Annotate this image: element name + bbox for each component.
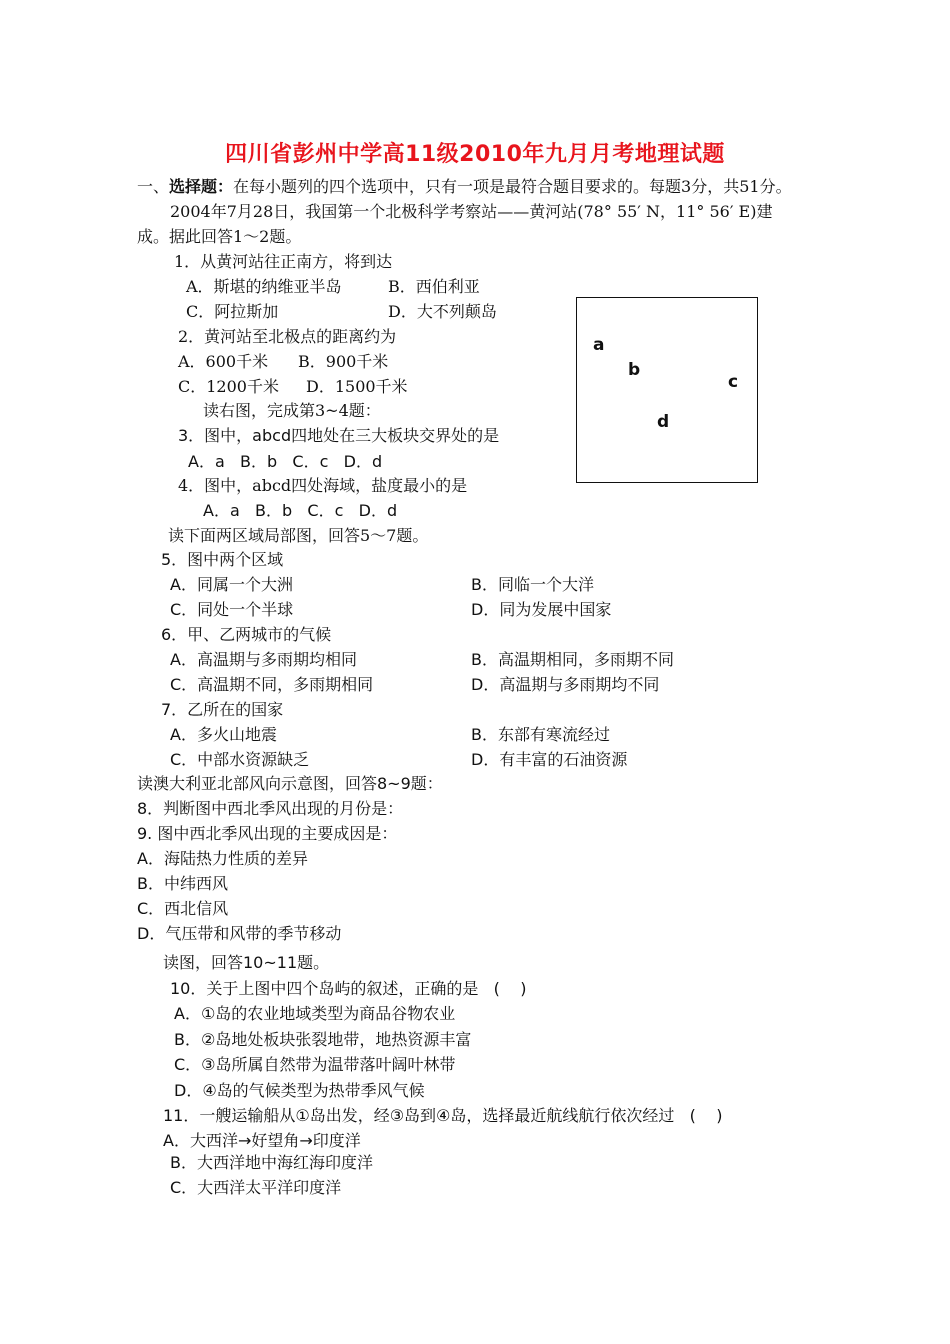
intro-10-11: 读图，回答10~11题。 [163, 953, 330, 972]
q6-option-d: D．高温期与多雨期均不同 [471, 675, 660, 694]
q3-stem: 3．图中，abcd四地处在三大板块交界处的是 [178, 426, 500, 445]
q5-option-a: A．同属一个大洲 [170, 575, 293, 594]
q6-option-b: B．高温期相同，多雨期不同 [471, 650, 674, 669]
map-label-a: a [593, 335, 605, 355]
q7-option-b: B．东部有寒流经过 [471, 725, 610, 744]
section-label: 选择题： [169, 177, 234, 196]
q6-option-a: A．高温期与多雨期均相同 [170, 650, 357, 669]
q2-option-b: B．900千米 [298, 352, 389, 371]
q4-options: A．a B．b C．c D．d [203, 501, 398, 520]
intro-5-7: 读下面两区域局部图，回答5～7题。 [168, 526, 429, 545]
q6-stem: 6．甲、乙两城市的气候 [161, 625, 332, 644]
page-title: 四川省彭州中学高11级2010年九月月考地理试题 [225, 142, 725, 167]
q1-option-a: A．斯堪的纳维亚半岛 [186, 277, 342, 296]
q1-option-b: B．西伯利亚 [388, 277, 480, 296]
q5-option-d: D．同为发展中国家 [471, 600, 612, 619]
map-label-d: d [657, 412, 670, 432]
q7-option-a: A．多火山地震 [170, 725, 277, 744]
intro-1-2-line2: 成。据此回答1～2题。 [137, 227, 302, 246]
q9-stem: 9. 图中西北季风出现的主要成因是： [137, 824, 398, 843]
section-instruction: 在每小题列的四个选项中，只有一项是最符合题目要求的。每题3分，共51分。 [233, 177, 792, 196]
q2-option-a: A．600千米 [178, 352, 269, 371]
q1-option-c: C．阿拉斯加 [186, 302, 279, 321]
plate-map-figure [576, 297, 758, 483]
q2-option-d: D．1500千米 [306, 377, 408, 396]
q10-option-d: D．④岛的气候类型为热带季风气候 [174, 1081, 425, 1100]
q11-stem: 11．一艘运输船从①岛出发，经③岛到④岛，选择最近航线航行依次经过 ( ) [163, 1106, 723, 1125]
intro-8-9: 读澳大利亚北部风向示意图，回答8~9题： [137, 774, 443, 793]
q10-option-a: A．①岛的农业地域类型为商品谷物农业 [174, 1004, 456, 1023]
q9-option-a: A．海陆热力性质的差异 [137, 849, 308, 868]
q5-option-b: B．同临一个大洋 [471, 575, 594, 594]
intro-3-4: 读右图，完成第3~4题： [203, 401, 381, 420]
section-heading [137, 176, 792, 198]
q7-stem: 7．乙所在的国家 [161, 700, 284, 719]
q3-options: A．a B．b C．c D．d [188, 452, 383, 471]
q4-stem: 4．图中，abcd四处海域，盐度最小的是 [178, 476, 468, 495]
map-label-c: c [728, 372, 739, 392]
q11-option-c: C．大西洋太平洋印度洋 [170, 1178, 342, 1197]
q2-stem: 2．黄河站至北极点的距离约为 [178, 327, 397, 346]
q1-option-d: D．大不列颠岛 [388, 302, 497, 321]
q11-option-b: B．大西洋地中海红海印度洋 [170, 1153, 373, 1172]
q10-option-b: B．②岛地处板块张裂地带，地热资源丰富 [174, 1030, 472, 1049]
q1-stem: 1．从黄河站往正南方，将到达 [174, 252, 393, 271]
section-prefix: 一、 [137, 177, 170, 196]
q5-option-c: C．同处一个半球 [170, 600, 294, 619]
q9-option-c: C．西北信风 [137, 899, 229, 918]
q10-stem: 10．关于上图中四个岛屿的叙述，正确的是 ( ) [170, 979, 527, 998]
q5-stem: 5．图中两个区域 [161, 550, 284, 569]
q10-option-c: C．③岛所属自然带为温带落叶阔叶林带 [174, 1055, 456, 1074]
q6-option-c: C．高温期不同，多雨期相同 [170, 675, 374, 694]
q11-option-a: A．大西洋→好望角→印度洋 [163, 1131, 361, 1150]
q8-stem: 8．判断图中西北季风出现的月份是： [137, 799, 404, 818]
q7-option-d: D．有丰富的石油资源 [471, 750, 628, 769]
q7-option-c: C．中部水资源缺乏 [170, 750, 310, 769]
intro-1-2-line1: 2004年7月28日，我国第一个北极科学考察站——黄河站(78° 55′ N，11° 56′ E)建 [170, 202, 773, 221]
q9-option-b: B．中纬西风 [137, 874, 228, 893]
q9-option-d: D．气压带和风带的季节移动 [137, 924, 342, 943]
q2-option-c: C．1200千米 [178, 377, 279, 396]
map-label-b: b [628, 360, 641, 380]
